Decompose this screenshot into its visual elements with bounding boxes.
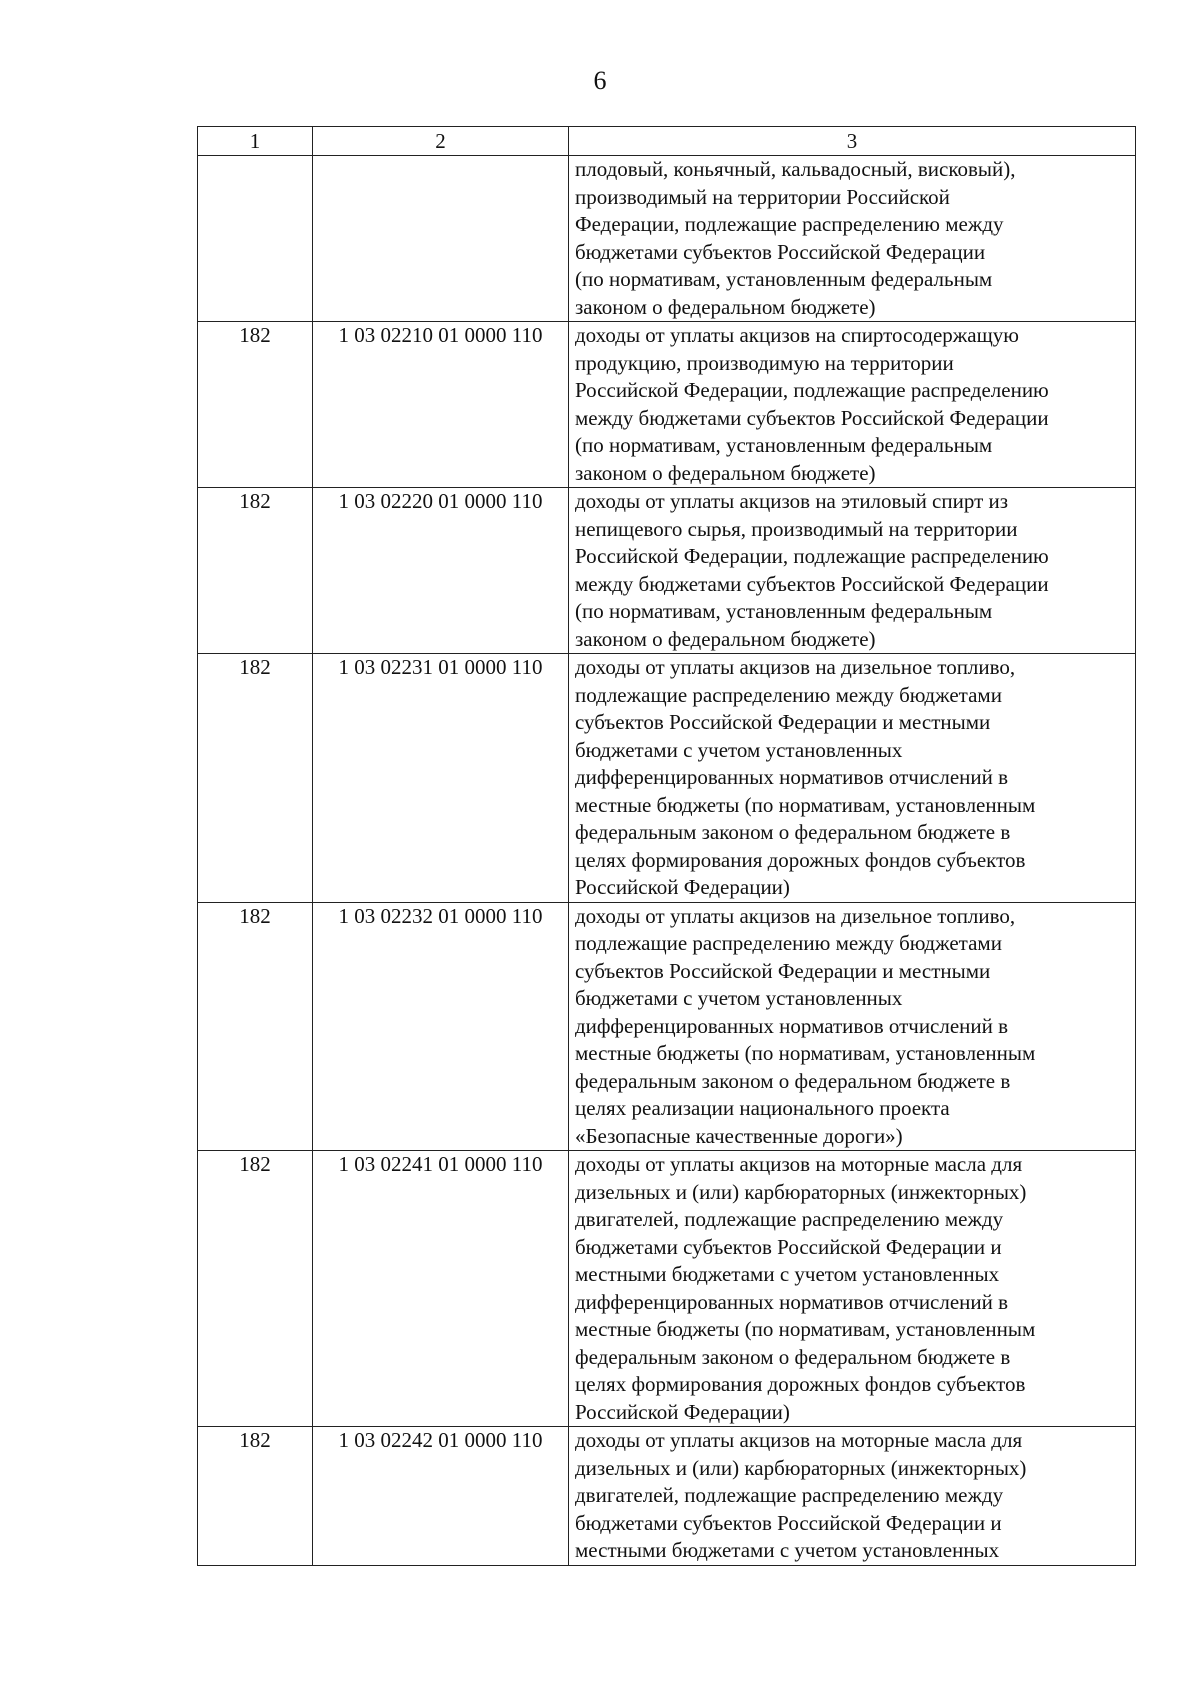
description-line: законом о федеральном бюджете) xyxy=(575,626,876,651)
description-line: непищевого сырья, производимый на территории xyxy=(575,516,1018,541)
admin-code-cell xyxy=(198,156,313,322)
admin-code-cell: 182 xyxy=(198,1427,313,1566)
income-description-cell xyxy=(569,1151,1136,1427)
description-line: Федерации, подлежащие распределению между xyxy=(575,212,1004,236)
table-row xyxy=(198,156,1136,322)
admin-code-cell: 182 xyxy=(198,902,313,1151)
description-line: продукцию, производимую на территории xyxy=(575,350,954,375)
table-row xyxy=(198,488,1136,654)
description-line: двигателей, подлежащие распределению между xyxy=(575,1207,1004,1231)
budget-code-cell: 1 03 02242 01 0000 110 xyxy=(313,1427,569,1566)
table-row xyxy=(198,1151,1136,1427)
income-description-cell xyxy=(569,654,1136,903)
description-line: (по нормативам, установленным федеральным xyxy=(575,599,993,623)
description-line: федеральным законом о федеральном бюджете в xyxy=(575,1068,1011,1093)
description-line: доходы от уплаты акцизов на дизельное топливо, xyxy=(575,655,1016,679)
description-line: Российской Федерации, подлежащие распределению xyxy=(575,544,1049,568)
income-description-cell xyxy=(569,902,1136,1151)
description-line: подлежащие распределению между бюджетами xyxy=(575,682,1002,707)
description-line: (по нормативам, установленным федеральным xyxy=(575,267,993,291)
description-line: целях формирования дорожных фондов субъектов xyxy=(575,1372,1026,1396)
admin-code-cell: 182 xyxy=(198,1151,313,1427)
budget-code-cell: 1 03 02220 01 0000 110 xyxy=(313,488,569,654)
description-line: местные бюджеты (по нормативам, установленным xyxy=(575,1317,1036,1341)
table-row xyxy=(198,322,1136,488)
admin-code-cell: 182 xyxy=(198,488,313,654)
income-description-cell xyxy=(569,156,1136,322)
description-line: Российской Федерации, подлежащие распределению xyxy=(575,378,1049,402)
description-line: дифференцированных нормативов отчислений в xyxy=(575,1013,1009,1038)
description-line: «Безопасные качественные дороги») xyxy=(575,1123,903,1148)
description-line: доходы от уплаты акцизов на дизельное топливо, xyxy=(575,903,1016,928)
description-line: плодовый, коньячный, кальвадосный, висковый), xyxy=(575,157,1016,181)
table-row xyxy=(198,654,1136,903)
description-line: местные бюджеты (по нормативам, установленным xyxy=(575,792,1036,817)
description-line: субъектов Российской Федерации и местными xyxy=(575,958,991,983)
table-row xyxy=(198,1427,1136,1566)
income-description-cell xyxy=(569,488,1136,654)
income-description-cell xyxy=(569,322,1136,488)
description-line: доходы от уплаты акцизов на спиртосодержащую xyxy=(575,323,1019,347)
description-line: целях реализации национального проекта xyxy=(575,1096,950,1120)
description-line: производимый на территории Российской xyxy=(575,184,950,209)
admin-code-cell: 182 xyxy=(198,654,313,903)
description-line: дифференцированных нормативов отчислений в xyxy=(575,765,1009,789)
column-header-1: 1 xyxy=(198,127,313,156)
description-line: дизельных и (или) карбюраторных (инжекторных) xyxy=(575,1179,1027,1204)
description-line: бюджетами с учетом установленных xyxy=(575,737,903,762)
description-line: бюджетами субъектов Российской Федерации xyxy=(575,239,986,264)
budget-code-cell: 1 03 02241 01 0000 110 xyxy=(313,1151,569,1427)
page-number: 6 xyxy=(593,66,607,95)
description-line: местными бюджетами с учетом установленных xyxy=(575,1262,1000,1286)
description-line: федеральным законом о федеральном бюджете в xyxy=(575,820,1011,844)
description-line: доходы от уплаты акцизов на моторные масла для xyxy=(575,1428,1023,1452)
budget-classification-table xyxy=(197,126,1136,1566)
description-line: бюджетами субъектов Российской Федерации и xyxy=(575,1234,1002,1259)
description-line: дизельных и (или) карбюраторных (инжекторных) xyxy=(575,1455,1027,1480)
description-line: законом о федеральном бюджете) xyxy=(575,294,876,319)
income-description-cell xyxy=(569,1427,1136,1566)
description-line: Российской Федерации) xyxy=(575,1399,790,1424)
description-line: дифференцированных нормативов отчислений в xyxy=(575,1289,1009,1314)
admin-code-cell: 182 xyxy=(198,322,313,488)
description-line: местные бюджеты (по нормативам, установленным xyxy=(575,1041,1036,1065)
description-line: между бюджетами субъектов Российской Федерации xyxy=(575,571,1049,596)
description-line: бюджетами субъектов Российской Федерации и xyxy=(575,1510,1002,1535)
description-line: двигателей, подлежащие распределению между xyxy=(575,1483,1004,1507)
description-line: доходы от уплаты акцизов на моторные масла для xyxy=(575,1152,1023,1176)
column-header-2: 2 xyxy=(313,127,569,156)
description-line: целях формирования дорожных фондов субъектов xyxy=(575,847,1026,872)
description-line: законом о федеральном бюджете) xyxy=(575,460,876,485)
description-line: федеральным законом о федеральном бюджете в xyxy=(575,1344,1011,1369)
budget-code-cell: 1 03 02210 01 0000 110 xyxy=(313,322,569,488)
column-header-3: 3 xyxy=(569,127,1136,156)
budget-code-cell xyxy=(313,156,569,322)
description-line: местными бюджетами с учетом установленных xyxy=(575,1538,1000,1562)
description-line: (по нормативам, установленным федеральным xyxy=(575,433,993,457)
description-line: подлежащие распределению между бюджетами xyxy=(575,931,1002,955)
description-line: бюджетами с учетом установленных xyxy=(575,986,903,1010)
description-line: Российской Федерации) xyxy=(575,875,790,899)
budget-code-cell: 1 03 02231 01 0000 110 xyxy=(313,654,569,903)
description-line: доходы от уплаты акцизов на этиловый спирт из xyxy=(575,489,1009,513)
description-line: между бюджетами субъектов Российской Федерации xyxy=(575,405,1049,430)
description-line: субъектов Российской Федерации и местными xyxy=(575,710,991,734)
table-row xyxy=(198,902,1136,1151)
budget-code-cell: 1 03 02232 01 0000 110 xyxy=(313,902,569,1151)
table-header-row xyxy=(198,127,1136,156)
